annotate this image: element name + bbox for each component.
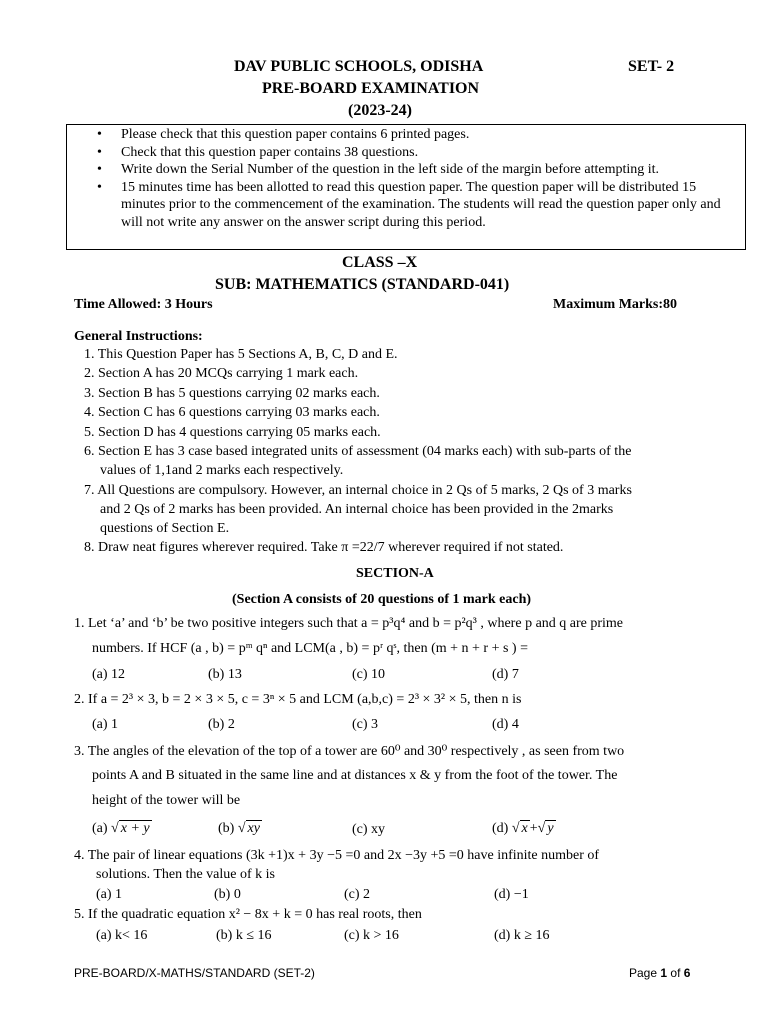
instruction-item: and 2 Qs of 2 marks has been provided. An internal choice has been provided in the 2marks: [100, 502, 614, 517]
page-current: 1: [660, 966, 668, 980]
plus-sign: +: [529, 821, 538, 836]
option: (a) k< 16: [96, 928, 148, 943]
time-allowed: Time Allowed: 3 Hours: [74, 297, 213, 312]
option-label: (b): [218, 821, 235, 836]
option: (d) k ≥ 16: [494, 928, 550, 943]
option: (c) 10: [352, 667, 386, 682]
class-label: CLASS –X: [342, 254, 418, 271]
option: (c) 2: [344, 887, 371, 902]
instruction-item: 7. All Questions are compulsory. However, an internal choice in 2 Qs of 5 marks, 2 Qs of 3 marks: [84, 483, 632, 498]
instruction-item: questions of Section E.: [100, 521, 230, 536]
question-2-line: 2. If a = 2³ × 3, b = 2 × 3 × 5, c = 3ⁿ × 5 and LCM (a,b,c) = 2³ × 3² × 5, then n is: [74, 692, 522, 707]
notice-item: • Write down the Serial Number of the question in the left side of the margin before attempting it.: [67, 161, 745, 179]
option: (c) k > 16: [344, 928, 399, 943]
option: (b) 2: [208, 717, 235, 732]
page-total: 6: [683, 966, 691, 980]
question-5-line: 5. If the quadratic equation x² − 8x + k = 0 has real roots, then: [74, 907, 422, 922]
instruction-item: values of 1,1and 2 marks each respectively.: [100, 463, 344, 478]
sqrt-expression: √ xy: [237, 821, 260, 836]
notice-box: [66, 124, 746, 250]
question-3-line: 3. The angles of the elevation of the top of a tower are 60⁰ and 30⁰ respectively , as seen from two: [74, 744, 625, 759]
option: (c) 3: [352, 717, 379, 732]
instruction-item: 6. Section E has 3 case based integrated units of assessment (04 marks each) with sub-parts of the: [84, 444, 632, 459]
question-4-line: 4. The pair of linear equations (3k +1)x + 3y −5 =0 and 2x −3y +5 =0 have infinite number of: [74, 848, 600, 863]
option: (a) 1: [96, 887, 123, 902]
option: [92, 820, 152, 837]
page-number: [629, 966, 690, 980]
question-3-line: points A and B situated in the same line and at distances x & y from the foot of the tower. The: [92, 768, 618, 783]
footer-left: PRE-BOARD/X-MATHS/STANDARD (SET-2): [74, 966, 315, 980]
sqrt-expression: √ y: [537, 821, 554, 836]
question-1-line: numbers. If HCF (a , b) = pᵐ qⁿ and LCM(a , b) = pʳ qˢ, then (m + n + r + s ) =: [92, 641, 528, 656]
page-of: of: [670, 966, 681, 980]
instruction-item: 3. Section B has 5 questions carrying 02 marks each.: [84, 386, 380, 401]
section-title: SECTION-A: [356, 566, 434, 581]
notice-item: • Check that this question paper contains 38 questions.: [67, 144, 745, 162]
question-4-line: solutions. Then the value of k is: [96, 867, 275, 882]
page-prefix: Page: [629, 966, 658, 980]
radicand: y: [547, 821, 554, 836]
instruction-item: 1. This Question Paper has 5 Sections A, B, C, D and E.: [84, 347, 398, 362]
notice-item: • 15 minutes time has been allotted to read this question paper. The question paper will be distributed 15 minutes prior to the commencement of the examination. The students will read the question paper only and will not write any answer on the answer script during this period.: [67, 179, 745, 232]
school-name: DAV PUBLIC SCHOOLS, ODISHA: [234, 58, 484, 75]
option-label: (d): [492, 821, 509, 836]
option: (b) k ≤ 16: [216, 928, 272, 943]
exam-title: PRE-BOARD EXAMINATION: [262, 80, 480, 97]
question-3-line: height of the tower will be: [92, 793, 241, 808]
set-label: SET- 2: [628, 58, 675, 75]
radicand: x: [521, 821, 528, 836]
subject-label: SUB: MATHEMATICS (STANDARD-041): [215, 276, 510, 293]
option: [218, 820, 262, 837]
radicand: x + y: [120, 821, 150, 836]
sqrt-expression: √ x: [511, 821, 528, 836]
option: [492, 820, 556, 837]
option: (b) 0: [214, 887, 241, 902]
sqrt-expression: √ x + y: [111, 821, 150, 836]
instruction-item: 5. Section D has 4 questions carrying 05 marks each.: [84, 425, 381, 440]
option: (b) 13: [208, 667, 242, 682]
option: (a) 1: [92, 717, 119, 732]
option: (d) 7: [492, 667, 519, 682]
instruction-item: 8. Draw neat figures wherever required. Take π =22/7 wherever required if not stated.: [84, 540, 564, 555]
option: (a) 12: [92, 667, 126, 682]
option: (d) −1: [494, 887, 529, 902]
radicand: xy: [247, 821, 260, 836]
question-1-line: 1. Let ‘a’ and ‘b’ be two positive integers such that a = p³q⁴ and b = p²q³ , where p and q are prime: [74, 616, 624, 631]
exam-year: (2023-24): [348, 102, 412, 119]
option: (c) xy: [352, 822, 386, 837]
option: (d) 4: [492, 717, 519, 732]
max-marks: Maximum Marks:80: [553, 297, 678, 312]
instruction-item: 2. Section A has 20 MCQs carrying 1 mark each.: [84, 366, 359, 381]
notice-item: • Please check that this question paper contains 6 printed pages.: [67, 126, 745, 144]
general-instructions-heading: General Instructions:: [74, 329, 203, 344]
instruction-item: 4. Section C has 6 questions carrying 03 marks each.: [84, 405, 380, 420]
option-label: (a): [92, 821, 108, 836]
section-subtitle: (Section A consists of 20 questions of 1 mark each): [232, 592, 532, 607]
